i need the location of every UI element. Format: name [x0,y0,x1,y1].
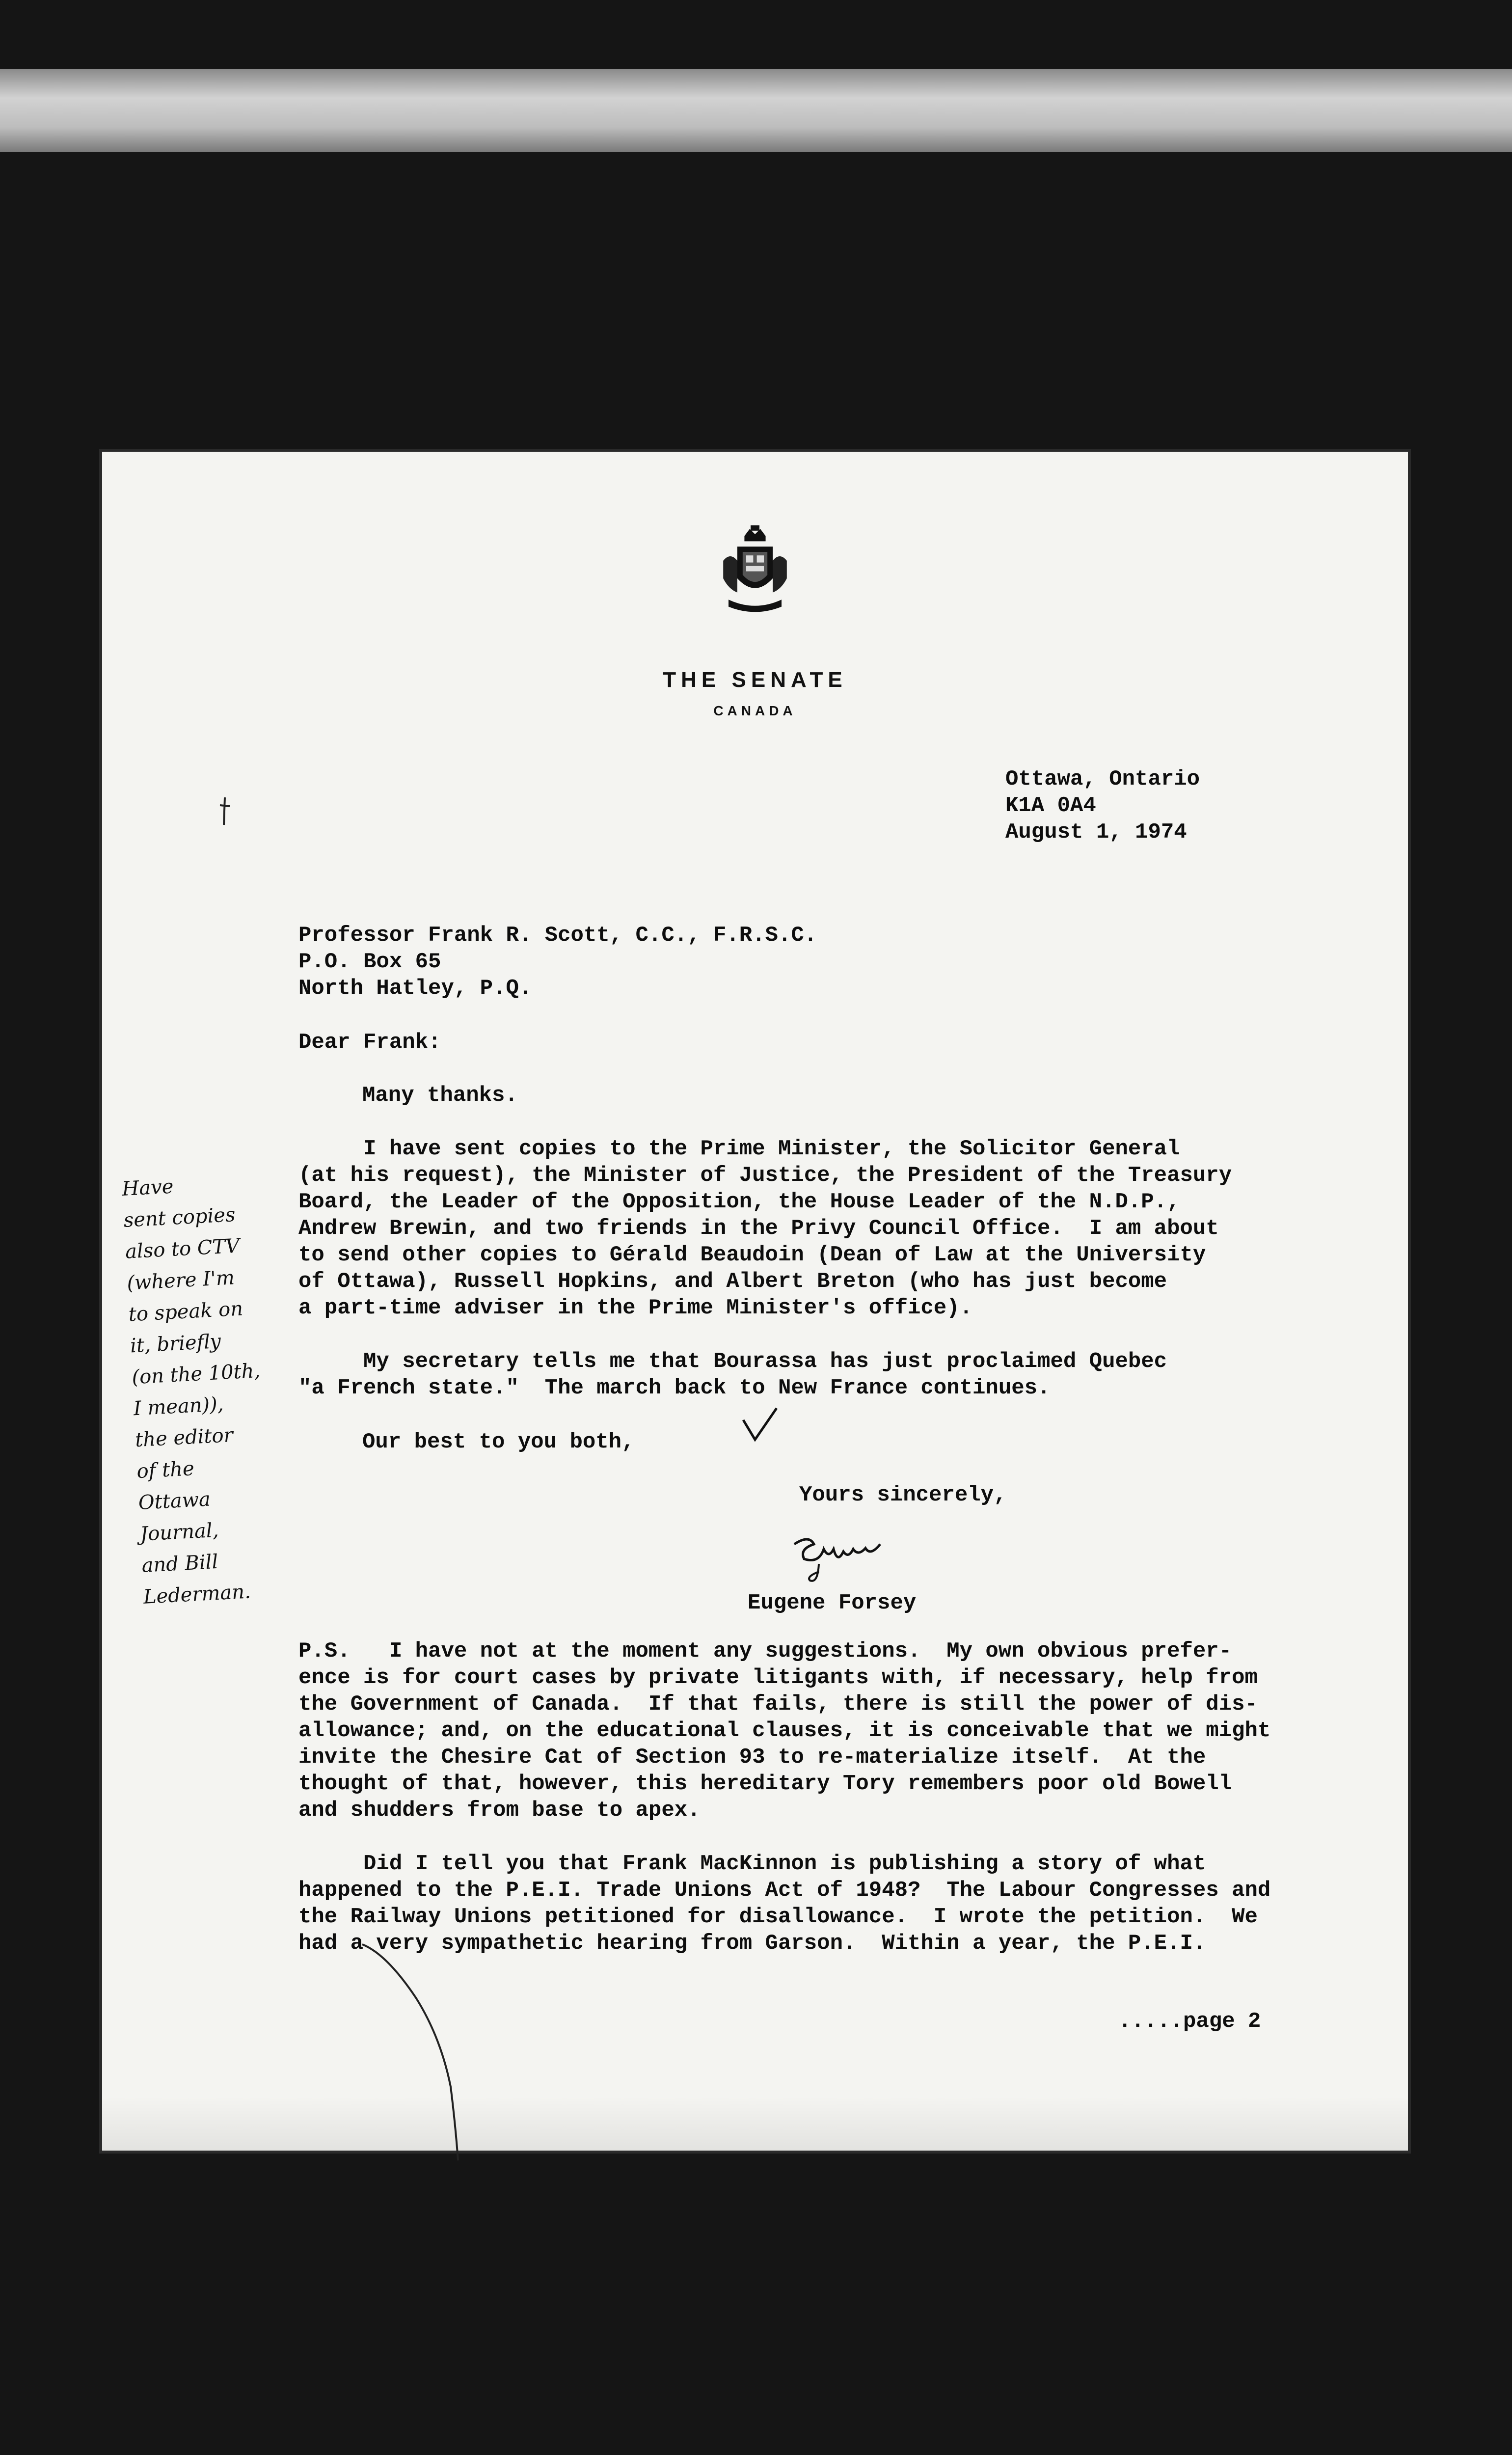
closing-wish: Our best to you both, [362,1430,635,1454]
letter-date: August 1, 1974 [1005,820,1187,845]
note-line: I mean)), [133,1392,224,1420]
note-line: (on the 10th, [131,1359,261,1389]
film-edge-top [0,69,1512,152]
paragraph-thanks: Many thanks. [362,1083,518,1108]
letterhead-title: THE SENATE [663,668,847,692]
note-line: Ottawa [137,1488,211,1515]
text-line: had a very sympathetic hearing from Garson. Within a year, the P.E.I. [298,1931,1206,1956]
text-line: (at his request), the Minister of Justice, the President of the Treasury [298,1163,1232,1188]
text-line: thought of that, however, this hereditary Tory remembers poor old Bowell [298,1772,1232,1796]
senate-crest-icon [711,525,799,614]
address-city: Ottawa, Ontario [1005,767,1200,791]
recipient-name: Professor Frank R. Scott, C.C., F.R.S.C. [298,923,817,948]
letterhead-subtitle: CANADA [713,703,797,718]
continuation-marker: .....page 2 [1118,2009,1261,2034]
text-line: Andrew Brewin, and two friends in the Privy Council Office. I am about [298,1216,1219,1241]
note-line: Lederman. [142,1580,251,1609]
note-line: the editor [135,1423,234,1452]
text-line: My secretary tells me that Bourassa has just proclaimed Quebec [298,1349,1167,1374]
text-line: the Government of Canada. If that fails, there is still the power of dis- [298,1692,1258,1717]
text-line: Did I tell you that Frank MacKinnon is publishing a story of what [298,1852,1206,1876]
checkmark-icon [740,1405,780,1445]
text-line: "a French state." The march back to New France continues. [298,1376,1051,1400]
note-line: also to CTV [124,1234,241,1263]
text-line: the Railway Unions petitioned for disallowance. I wrote the petition. We [298,1905,1258,1929]
address-postal: K1A 0A4 [1005,793,1096,818]
margin-tick-mark [215,795,235,830]
text-line: allowance; and, on the educational clauses, it is conceivable that we might [298,1718,1271,1743]
text-line: ence is for court cases by private litigants with, if necessary, help from [298,1665,1258,1690]
page-bottom-shade [102,2097,1408,2151]
text-line: I have sent copies to the Prime Minister, the Solicitor General [298,1137,1180,1161]
note-line: it, briefly [130,1330,221,1358]
note-line: (where I'm [126,1266,235,1295]
handwritten-signature [780,1529,897,1588]
handwritten-margin-note [121,1164,321,1613]
note-line: Have [121,1175,174,1200]
text-line: invite the Chesire Cat of Section 93 to re-materialize itself. At the [298,1745,1206,1770]
note-line: sent copies [123,1203,236,1232]
text-line: happened to the P.E.I. Trade Unions Act of 1948? The Labour Congresses and [298,1878,1271,1903]
note-line: and Bill [141,1550,219,1577]
salutation: Dear Frank: [298,1030,441,1055]
text-line: of Ottawa), Russell Hopkins, and Albert Breton (who has just become [298,1269,1167,1294]
signatory-name: Eugene Forsey [748,1591,917,1615]
recipient-box: P.O. Box 65 [298,950,441,974]
note-line: of the [136,1457,195,1483]
note-line: Journal, [139,1519,219,1546]
text-line: and shudders from base to apex. [298,1798,701,1823]
note-line: to speak on [128,1297,244,1326]
text-line: P.S. I have not at the moment any suggestions. My own obvious prefer- [298,1639,1232,1664]
text-line: to send other copies to Gérald Beaudoin (Dean of Law at the University [298,1243,1206,1267]
text-line: Board, the Leader of the Opposition, the House Leader of the N.D.P., [298,1190,1180,1214]
text-line: a part-time adviser in the Prime Minister's office). [298,1296,973,1320]
valediction: Yours sincerely, [799,1483,1007,1507]
recipient-town: North Hatley, P.Q. [298,976,532,1001]
